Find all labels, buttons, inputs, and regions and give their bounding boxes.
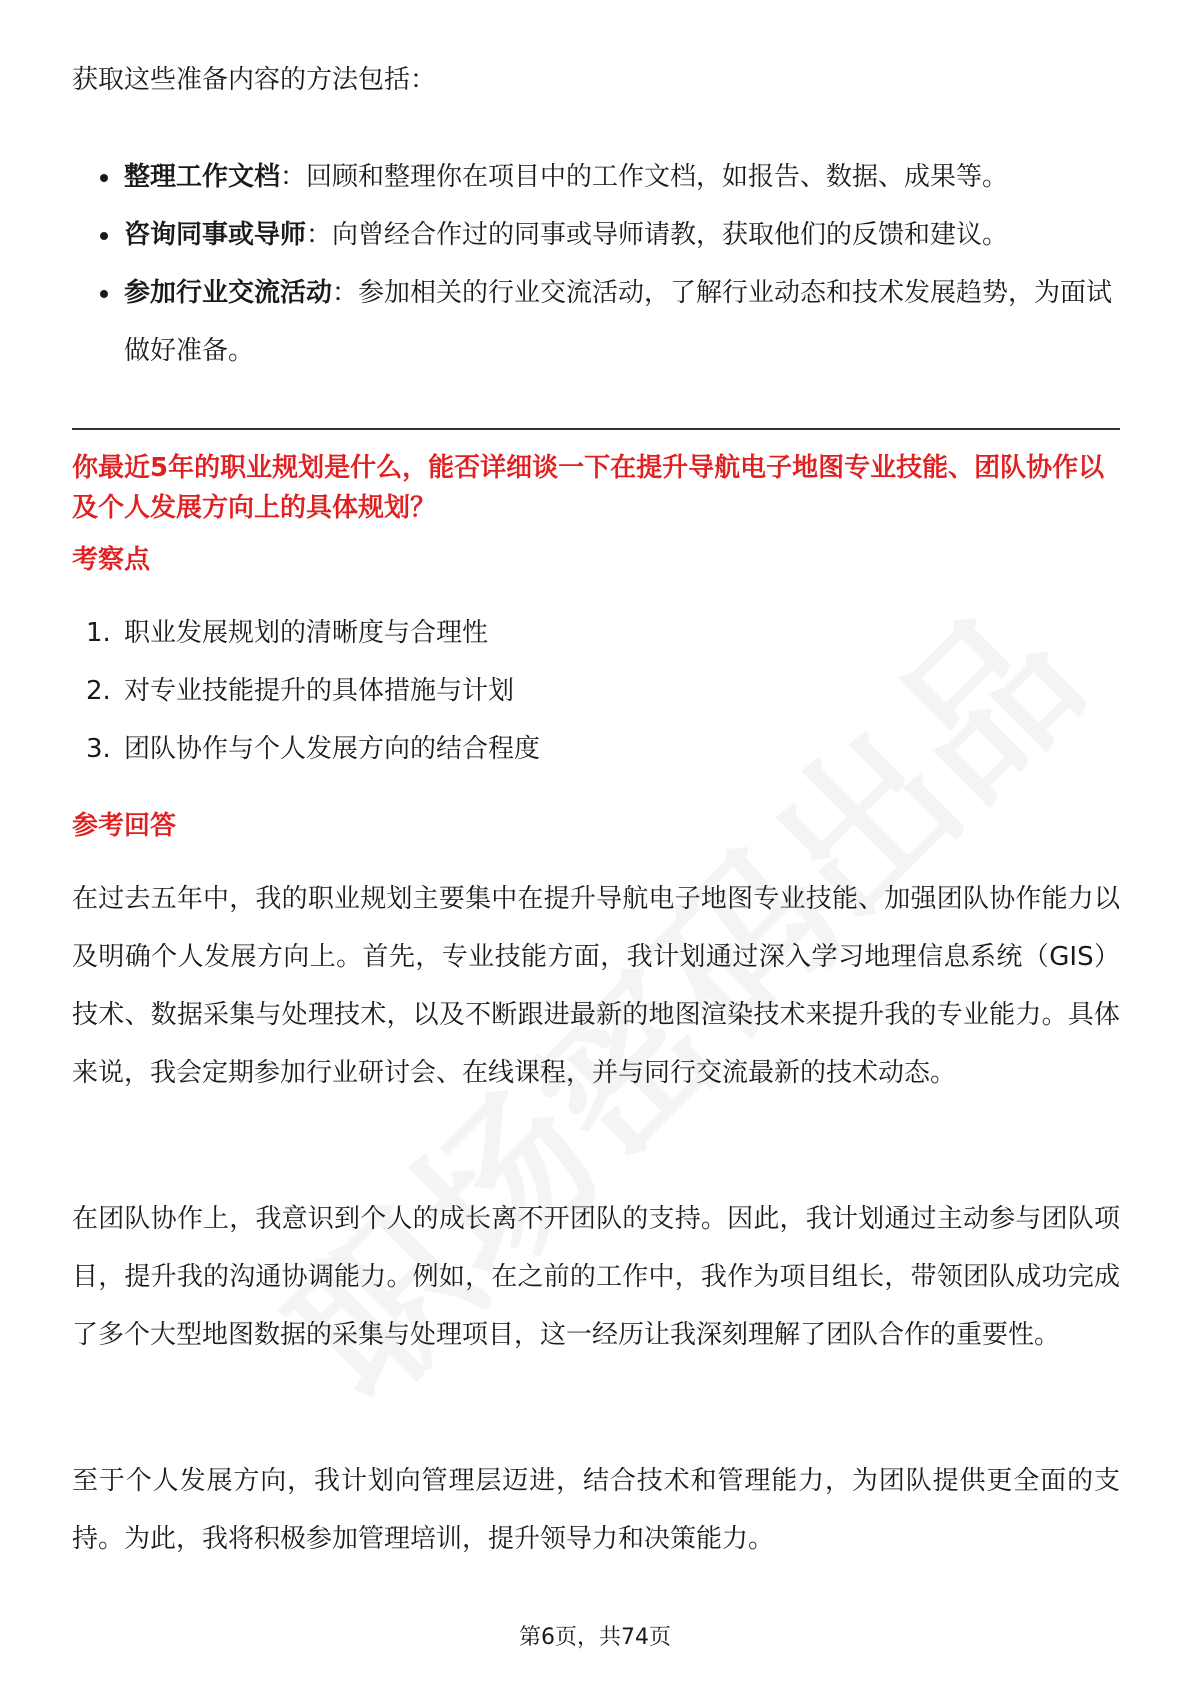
list-number: 1.	[86, 618, 111, 648]
method-title: 咨询同事或导师	[124, 220, 307, 250]
list-item	[72, 720, 540, 778]
method-text: ：回顾和整理你在项目中的工作文档，如报告、数据、成果等。	[280, 162, 1009, 192]
bullet-icon	[100, 290, 108, 298]
answer-paragraph: 在过去五年中，我的职业规划主要集中在提升导航电子地图专业技能、加强团队协作能力以及明确个人发展方向上。首先，专业技能方面，我计划通过深入学习地理信息系统（GIS）技术、数据采集与处理技术，以及不断跟进最新的地图渲染技术来提升我的专业能力。具体来说，我会定期参加行业研讨会、在线课程，并与同行交流最新的技术动态。	[72, 884, 1120, 1088]
answer-paragraph: 至于个人发展方向，我计划向管理层迈进，结合技术和管理能力，为团队提供更全面的支持。为此，我将积极参加管理培训，提升领导力和决策能力。	[72, 1466, 1120, 1554]
list-number: 3.	[86, 734, 111, 764]
point-text: 职业发展规划的清晰度与合理性	[124, 618, 489, 648]
divider	[72, 428, 1120, 430]
list-item	[72, 148, 1120, 206]
section-title-points: 考察点	[72, 545, 151, 575]
list-item	[72, 604, 540, 662]
list-item	[72, 264, 1120, 380]
method-title: 参加行业交流活动	[124, 278, 333, 308]
method-text: ：向曾经合作过的同事或导师请教，获取他们的反馈和建议。	[306, 220, 1009, 250]
methods-list	[72, 148, 1120, 380]
section-title-answer: 参考回答	[72, 811, 177, 841]
method-text: ：参加相关的行业交流活动，了解行业动态和技术发展趋势，为面试做好准备。	[124, 278, 1113, 366]
point-text: 团队协作与个人发展方向的结合程度	[124, 734, 541, 764]
bullet-icon	[100, 174, 108, 182]
bullet-icon	[100, 232, 108, 240]
page-footer: 第6页，共74页	[519, 1625, 671, 1650]
answer-paragraph: 在团队协作上，我意识到个人的成长离不开团队的支持。因此，我计划通过主动参与团队项目，提升我的沟通协调能力。例如，在之前的工作中，我作为项目组长，带领团队成功完成了多个大型地图数据的采集与处理项目，这一经历让我深刻理解了团队合作的重要性。	[72, 1204, 1120, 1350]
intro-text: 获取这些准备内容的方法包括：	[72, 65, 437, 95]
list-item	[72, 662, 540, 720]
list-item	[72, 206, 1120, 264]
point-text: 对专业技能提升的具体措施与计划	[124, 676, 515, 706]
points-list	[72, 604, 540, 778]
list-number: 2.	[86, 676, 111, 706]
method-title: 整理工作文档	[124, 162, 281, 192]
question-heading: 你最近5年的职业规划是什么，能否详细谈一下在提升导航电子地图专业技能、团队协作以及个人发展方向上的具体规划？	[72, 453, 1105, 523]
